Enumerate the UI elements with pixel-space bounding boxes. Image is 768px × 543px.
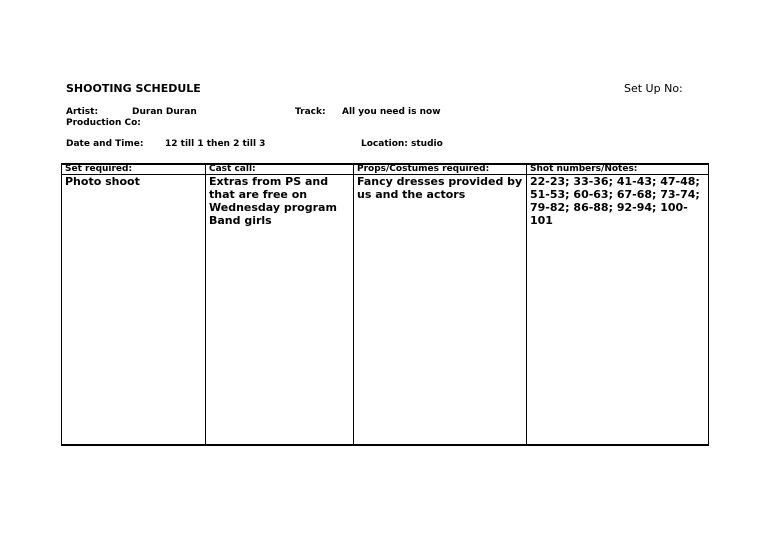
table-row bbox=[62, 175, 709, 446]
artist-value: Duran Duran bbox=[132, 107, 197, 117]
header-cast-call: Cast call: bbox=[206, 164, 354, 175]
setup-number-label: Set Up No: bbox=[624, 82, 683, 95]
table-header-row bbox=[62, 164, 709, 175]
cell-set-required: Photo shoot bbox=[62, 175, 206, 446]
header-shot-numbers: Shot numbers/Notes: bbox=[527, 164, 709, 175]
location-label: Location: bbox=[361, 139, 408, 149]
location-value: studio bbox=[411, 139, 443, 149]
document-title: SHOOTING SCHEDULE bbox=[66, 82, 201, 95]
cell-props-costumes: Fancy dresses provided by us and the actors bbox=[354, 175, 527, 446]
track-label: Track: bbox=[295, 107, 326, 117]
track-value: All you need is now bbox=[342, 107, 441, 117]
datetime-label: Date and Time: bbox=[66, 139, 144, 149]
cell-shot-numbers: 22-23; 33-36; 41-43; 47-48; 51-53; 60-63; 67-68; 73-74; 79-82; 86-88; 92-94; 100-101 bbox=[527, 175, 709, 446]
schedule-table bbox=[61, 163, 709, 446]
production-label: Production Co: bbox=[66, 118, 141, 128]
datetime-value: 12 till 1 then 2 till 3 bbox=[165, 139, 266, 149]
cell-cast-call: Extras from PS and that are free on Wednesday program Band girls bbox=[206, 175, 354, 446]
artist-label: Artist: bbox=[66, 107, 99, 117]
header-props-costumes: Props/Costumes required: bbox=[354, 164, 527, 175]
header-set-required: Set required: bbox=[62, 164, 206, 175]
